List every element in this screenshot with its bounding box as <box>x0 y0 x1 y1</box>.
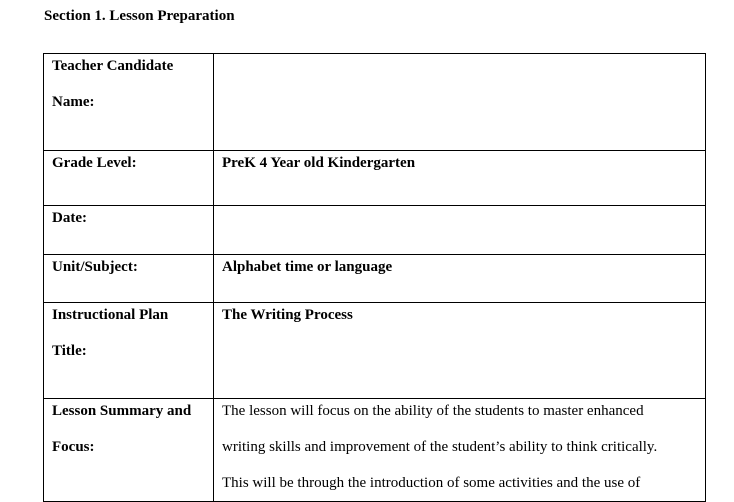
unit-subject-label <box>44 255 214 303</box>
label-line: Unit/Subject: <box>52 259 138 275</box>
table-row-instructional-plan-title <box>44 303 706 399</box>
table-row-teacher-name <box>44 54 706 151</box>
table-row-date <box>44 206 706 255</box>
grade-level-label <box>44 151 214 206</box>
section-title: Section 1. Lesson Preparation <box>44 8 235 24</box>
label-line: Lesson Summary and <box>52 403 192 419</box>
teacher-candidate-name-label <box>44 54 214 151</box>
value-line: This will be through the introduction of some activities and the use of <box>222 475 641 491</box>
label-line: Instructional Plan <box>52 307 169 323</box>
value-line: Alphabet time or language <box>222 259 393 275</box>
value-line: writing skills and improvement of the student’s ability to think critically. <box>222 439 658 455</box>
label-line: Name: <box>52 94 95 110</box>
unit-subject-value[interactable] <box>214 255 706 303</box>
instructional-plan-title-label <box>44 303 214 399</box>
lesson-summary-focus-label <box>44 399 214 502</box>
date-label <box>44 206 214 255</box>
table-row-grade-level <box>44 151 706 206</box>
teacher-candidate-name-value[interactable] <box>214 54 706 151</box>
instructional-plan-title-value[interactable] <box>214 303 706 399</box>
label-line: Date: <box>52 210 87 226</box>
table-row-unit-subject <box>44 255 706 303</box>
table-row-lesson-summary <box>44 399 706 502</box>
grade-level-value[interactable] <box>214 151 706 206</box>
value-line: The Writing Process <box>222 307 353 323</box>
value-line: The lesson will focus on the ability of the students to master enhanced <box>222 403 644 419</box>
value-line: PreK 4 Year old Kindergarten <box>222 155 416 171</box>
lesson-summary-focus-value[interactable] <box>214 399 706 502</box>
label-line: Title: <box>52 343 87 359</box>
date-value[interactable] <box>214 206 706 255</box>
label-line: Grade Level: <box>52 155 137 171</box>
lesson-preparation-table <box>43 53 706 502</box>
label-line: Focus: <box>52 439 95 455</box>
label-line: Teacher Candidate <box>52 58 174 74</box>
